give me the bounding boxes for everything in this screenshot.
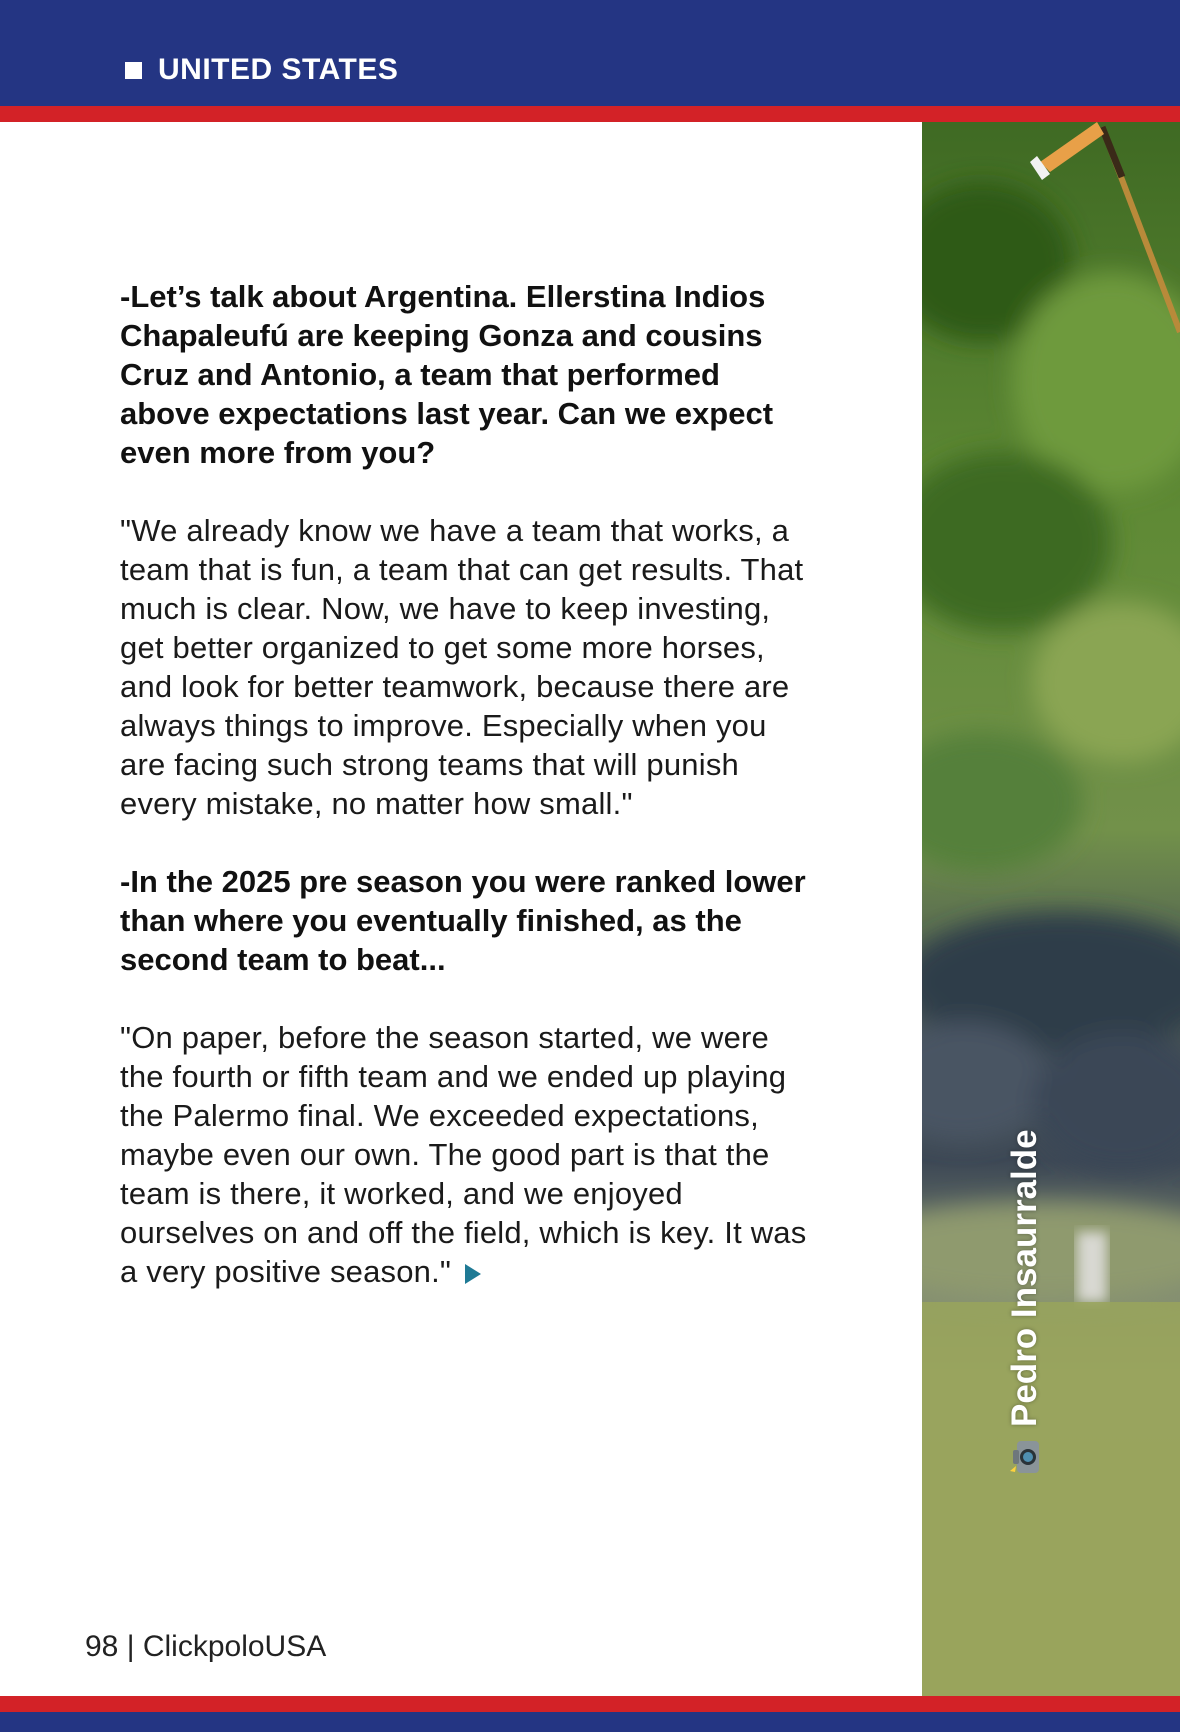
section-header (125, 48, 398, 92)
camera-flash-icon (1008, 1439, 1042, 1475)
question-1: -Let’s talk about Argentina. Ellerstina Indios Chapaleufú are keeping Gonza and cousins Cruz and Antonio, a team that performed above expectations last year. Can we expect even more from you? (120, 279, 774, 470)
section-label: UNITED STATES (158, 53, 399, 86)
answer-2: "On paper, before the season started, we were the fourth or fifth team and we ended up playing the Palermo final. We exceeded expectations, maybe even our own. The good part is that the team is there, it worked, and we enjoyed ourselves on and off the field, which is key. It was a very positive season." (120, 1020, 807, 1289)
square-bullet-icon (125, 62, 142, 79)
photo-credit-name: Pedro Insaurralde (1005, 1129, 1044, 1427)
interview-body (120, 277, 810, 1291)
answer-1: "We already know we have a team that works, a team that is fun, a team that can get results. That much is clear. Now, we have to keep investing, get better organized to get some more horses, and look for better teamwork, because there are always things to improve. Especially when you are facing such strong teams that will punish every mistake, no matter how small." (120, 513, 804, 821)
page-footer: 98 | ClickpoloUSA (85, 1630, 327, 1663)
footer-red-stripe (0, 1696, 1180, 1712)
header-red-stripe (0, 106, 1180, 122)
polo-photo (922, 122, 1180, 1696)
play-arrow-icon[interactable] (465, 1264, 481, 1284)
photo-credit (1005, 1129, 1045, 1475)
footer-band (0, 1712, 1180, 1732)
answer-2-block (120, 1018, 810, 1291)
question-2: -In the 2025 pre season you were ranked lower than where you eventually finished, as the second team to beat... (120, 864, 806, 977)
